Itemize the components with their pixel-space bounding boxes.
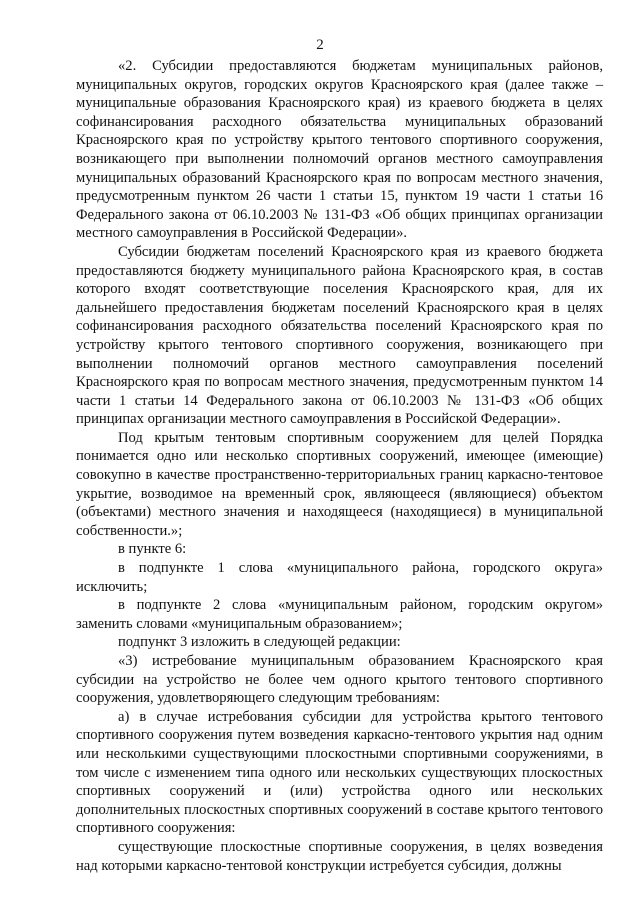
paragraph-subclause-3-intro: подпункт 3 изложить в следующей редакции: (118, 634, 401, 651)
paragraph-settlement-subsidies: Субсидии бюджетам поселений Красноярского края из краевого бюджета предоставляются бюджету муниципального района Красноярского края, в состав которого входят соответствующие поселения Красноярского края, для их дальнейшего предоставления бюджетам поселений Красноярского края в целях софинансирования расходного обязательства поселений Красноярского края по устройству крытого тентового спортивного сооружения, возникающего при выполнении полномочий органов местного самоуправления поселений Красноярского края по вопросам местного значения, предусмотренным пунктом 14 части 1 статьи 14 Федерального закона от 06.10.2003 № 131-ФЗ «Об общих принципах организации местного самоуправления в Российской Федерации». (76, 243, 603, 428)
page-number: 2 (316, 37, 324, 53)
paragraph-subclause-2: в подпункте 2 слова «муниципальным районом, городским округом» заменить словами «муниципальным образованием»; (76, 597, 603, 632)
paragraph-clause-6: в пункте 6: (118, 541, 187, 558)
paragraph-item-a: а) в случае истребования субсидии для устройства крытого тентового спортивного сооружения путем возведения каркасно-тентового укрытия над одним или несколькими существующими плоскостными спортивными сооружениями, в том числе с изменением типа одного или нескольких существующих плоскостных спортивных сооружений и (или) устройства одного или нескольких дополнительных плоскостных спортивных сооружений в составе крытого тентового спортивного сооружения: (76, 708, 603, 837)
paragraph-subclause-3-text: «3) истребование муниципальным образованием Красноярского края субсидии на устройство не более чем одного крытого тентового спортивного сооружения, удовлетворяющего следующим требованиям: (76, 653, 603, 707)
paragraph-subsidies-purpose: «2. Субсидии предоставляются бюджетам муниципальных районов, муниципальных округов, городских округов Красноярского края (далее также – муниципальные образования Красноярского края) из краевого бюджета в целях софинансирования расходного обязательства муниципальных образований Красноярского края по устройству крытого тентового спортивного сооружения, возникающего при выполнении полномочий органов местного самоуправления муниципальных образований Красноярского края по вопросам местного значения, предусмотренным пунктом 26 части 1 статьи 15, пунктом 19 части 1 статьи 16 Федерального закона от 06.10.2003 № 131-ФЗ «Об общих принципах организации местного самоуправления в Российской Федерации». (76, 58, 603, 242)
paragraph-existing-facilities: существующие плоскостные спортивные сооружения, в целях возведения над которыми каркасно-тентовой конструкции истребуется субсидия, должны (76, 838, 603, 874)
document-body (76, 57, 603, 875)
paragraph-definition: Под крытым тентовым спортивным сооружением для целей Порядка понимается одно или несколько спортивных сооружений, имеющее (имеющие) совокупно в качестве пространственно-территориальных границ каркасно-тентовое укрытие, возводимое на временный срок, являющееся (являющиеся) объектом (объектами) местного значения и находящееся (находящиеся) в муниципальной собственности.»; (76, 429, 603, 539)
paragraph-subclause-1: в подпункте 1 слова «муниципального района, городского округа» исключить; (76, 560, 603, 595)
